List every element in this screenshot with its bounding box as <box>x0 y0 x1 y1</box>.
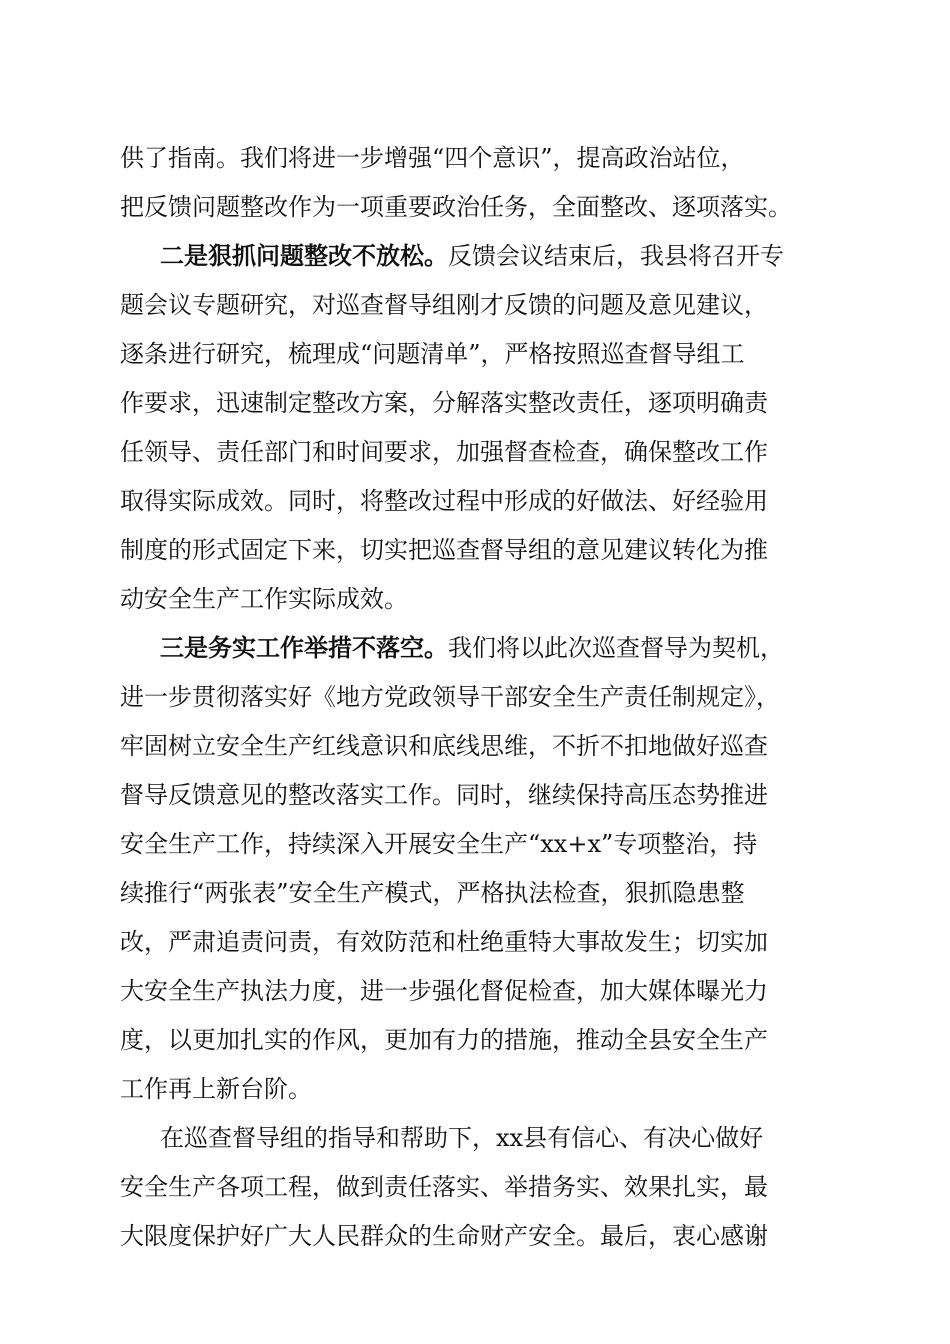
text-line: 工作再上新台阶。 <box>120 1075 312 1103</box>
paragraph-3-first-line <box>160 630 784 666</box>
text-line: 牢固树立安全生产红线意识和底线思维，不折不扣地做好巡查 <box>120 732 768 760</box>
text-line: 制度的形式固定下来，切实把巡查督导组的意见建议转化为推 <box>120 536 768 564</box>
text-line: 动安全生产工作实际成效。 <box>120 585 408 613</box>
text-line: 大限度保护好广大人民群众的生命财产安全。最后，衷心感谢 <box>120 1222 768 1250</box>
paragraph-4-first-line: 在巡查督导组的指导和帮助下，xx县有信心、有决心做好 <box>160 1124 764 1152</box>
paragraph-2-first-line <box>160 238 784 274</box>
text-line: 安全生产各项工程，做到责任落实、举措务实、效果扎实，最 <box>120 1173 768 1201</box>
text-line: 取得实际成效。同时，将整改过程中形成的好做法、好经验用 <box>120 487 768 515</box>
paragraph-3-lead: 我们将以此次巡查督导为契机， <box>448 634 784 662</box>
text-line: 安全生产工作，持续深入开展安全生产“xx+x”专项整治，持 <box>120 830 758 858</box>
text-line: 把反馈问题整改作为一项重要政治任务，全面整改、逐项落实。 <box>120 193 792 221</box>
text-line: 进一步贯彻落实好《地方党政领导干部安全生产责任制规定》， <box>120 683 780 711</box>
text-line: 题会议专题研究，对巡查督导组刚才反馈的问题及意见建议， <box>120 291 768 319</box>
text-line: 逐条进行研究，梳理成“问题清单”，严格按照巡查督导组工 <box>120 340 745 368</box>
text-line: 督导反馈意见的整改落实工作。同时，继续保持高压态势推进 <box>120 781 768 809</box>
text-line: 续推行“两张表”安全生产模式，严格执法检查，狠抓隐患整 <box>120 879 745 907</box>
text-line: 任领导、责任部门和时间要求，加强督查检查，确保整改工作 <box>120 438 768 466</box>
text-line: 改，严肃追责问责，有效防范和杜绝重特大事故发生；切实加 <box>120 928 768 956</box>
text-line: 度，以更加扎实的作风，更加有力的措施，推动全县安全生产 <box>120 1026 768 1054</box>
paragraph-2-heading: 二是狠抓问题整改不放松。 <box>160 241 448 270</box>
text-line: 作要求，迅速制定整改方案，分解落实整改责任，逐项明确责 <box>120 389 768 417</box>
text-line: 供了指南。我们将进一步增强“四个意识”，提高政治站位， <box>120 144 745 172</box>
text-line: 大安全生产执法力度，进一步强化督促检查，加大媒体曝光力 <box>120 977 768 1005</box>
paragraph-3-heading: 三是务实工作举措不落空。 <box>160 633 448 662</box>
paragraph-2-lead: 反馈会议结束后，我县将召开专 <box>448 242 784 270</box>
